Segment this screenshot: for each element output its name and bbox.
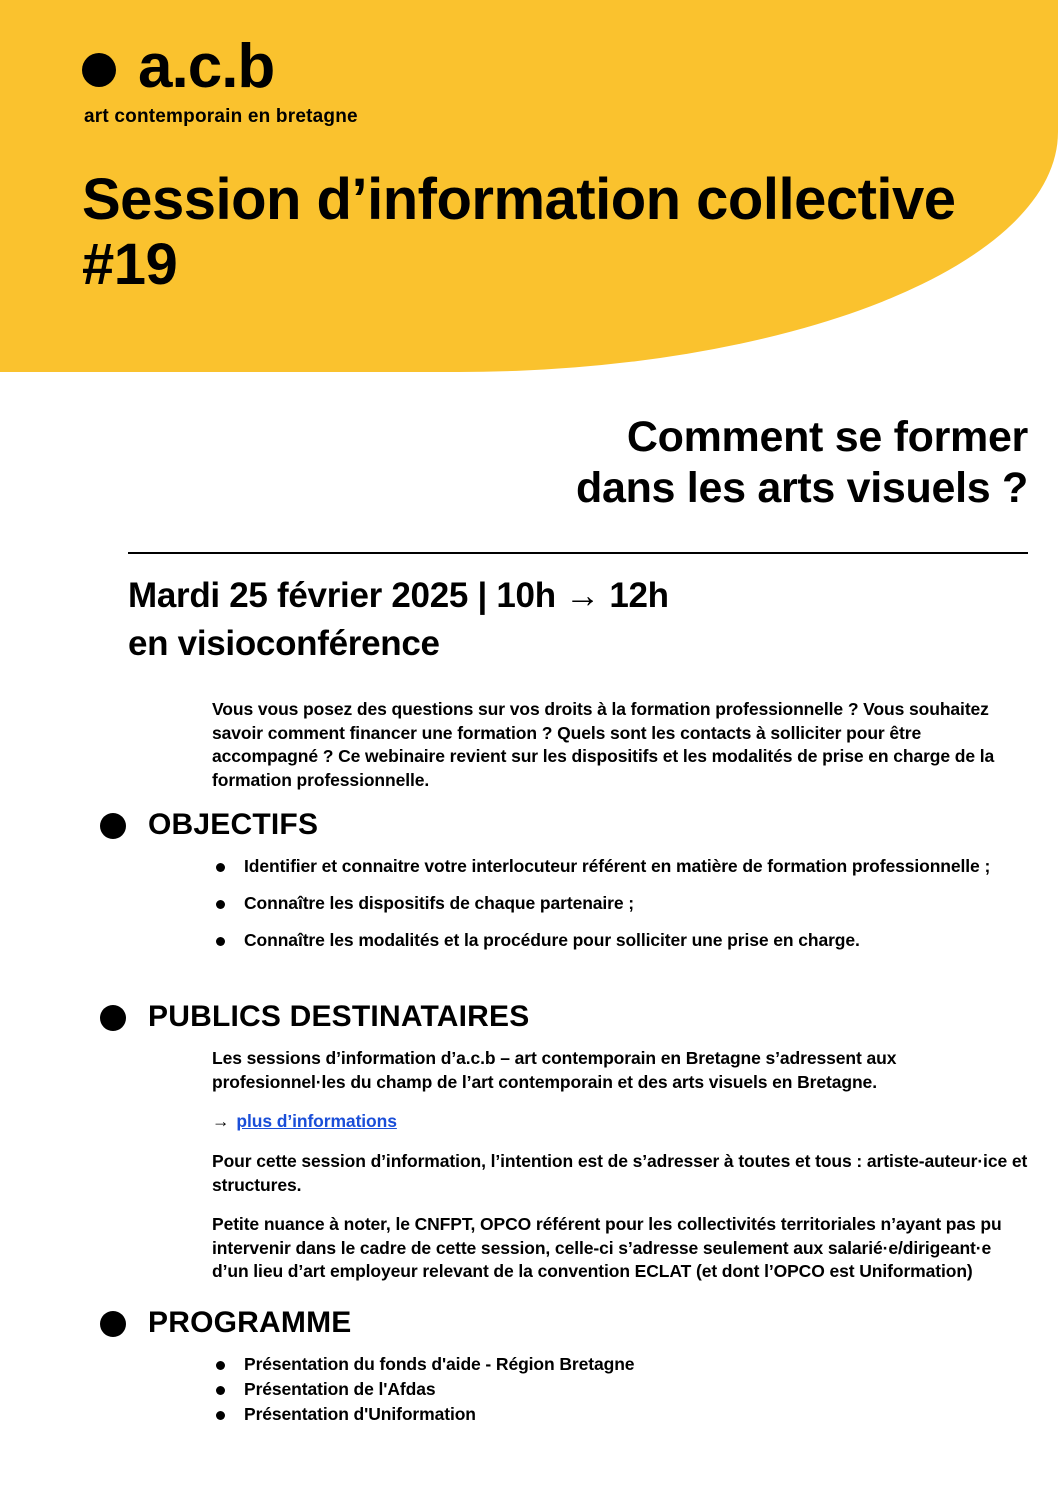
section-programme-body (212, 1353, 1030, 1426)
more-info-link-row[interactable] (212, 1110, 1030, 1134)
publics-paragraph-3: Petite nuance à noter, le CNFPT, OPCO référent pour les collectivités territoriales n’ayant pas pu intervenir dans le cadre de cette session, celle-ci s’adresse seulement aux salarié·e/dirigeant·e d’un lieu d’art employeur relevant de la convention ECLAT (et dont l’OPCO est Uniformation) (212, 1214, 1002, 1282)
arrow-right-icon: → (212, 1111, 230, 1132)
brand-name: a.c.b (138, 32, 275, 101)
section-objectifs-title: OBJECTIFS (148, 808, 319, 841)
list-item: Présentation de l'Afdas (212, 1378, 1030, 1401)
brand-tagline: art contemporain en bretagne (84, 106, 358, 127)
logo-dot-icon (82, 53, 116, 87)
section-objectifs-body (212, 855, 1030, 952)
more-info-link[interactable]: plus d’informations (236, 1111, 397, 1132)
section-programme-header (100, 1306, 1030, 1339)
bullet-icon (100, 813, 126, 839)
intro-paragraph: Vous vous posez des questions sur vos droits à la formation professionnelle ? Vous souhaitez savoir comment financer une formation ? Quels sont les contacts à solliciter pour être accompagné ? Ce webinaire revient sur les dispositifs et les modalités de prise en charge de la formation professionnelle. (212, 699, 995, 790)
section-programme (100, 1306, 1030, 1428)
list-item: Présentation du fonds d'aide - Région Bretagne (212, 1353, 1030, 1376)
bullet-icon (100, 1311, 126, 1337)
objectifs-list (212, 855, 1030, 952)
event-datetime (128, 572, 1008, 669)
poster-subtitle (0, 412, 1028, 513)
section-programme-title: PROGRAMME (148, 1306, 352, 1339)
section-objectifs (100, 808, 1030, 966)
programme-list (212, 1353, 1030, 1426)
subtitle-line-2: dans les arts visuels ? (576, 463, 1028, 512)
list-item: Identifier et connaitre votre interlocuteur référent en matière de formation professionnelle ; (212, 855, 1030, 878)
publics-paragraph-2: Pour cette session d’information, l’intention est de s’adresser à toutes et tous : artiste-auteur·ice et structures. (212, 1150, 1028, 1195)
list-item: Présentation d'Uniformation (212, 1403, 1030, 1426)
subtitle-line-1: Comment se former (626, 413, 1028, 461)
section-objectifs-header (100, 808, 1030, 841)
bullet-icon (100, 1005, 126, 1031)
event-format: en visioconférence (128, 624, 440, 664)
divider (128, 552, 1028, 554)
brand-logo (82, 32, 642, 128)
list-item: Connaître les modalités et la procédure pour solliciter une prise en charge. (212, 929, 1030, 952)
page-title: Session d’information collective #19 (82, 167, 956, 297)
section-publics-header (100, 1000, 1030, 1033)
publics-paragraph-1: Les sessions d’information d’a.c.b – art contemporain en Bretagne s’adressent aux profesionnel·les du champ de l’art contemporain et des arts visuels en Bretagne. (212, 1048, 897, 1092)
event-date: Mardi 25 février 2025 | 10h → 12h (128, 576, 669, 615)
list-item: Connaître les dispositifs de chaque partenaire ; (212, 892, 1030, 915)
section-publics-body (212, 1047, 1030, 1284)
section-publics-title: PUBLICS DESTINATAIRES (148, 1000, 530, 1033)
section-publics-destinataires (100, 1000, 1030, 1284)
